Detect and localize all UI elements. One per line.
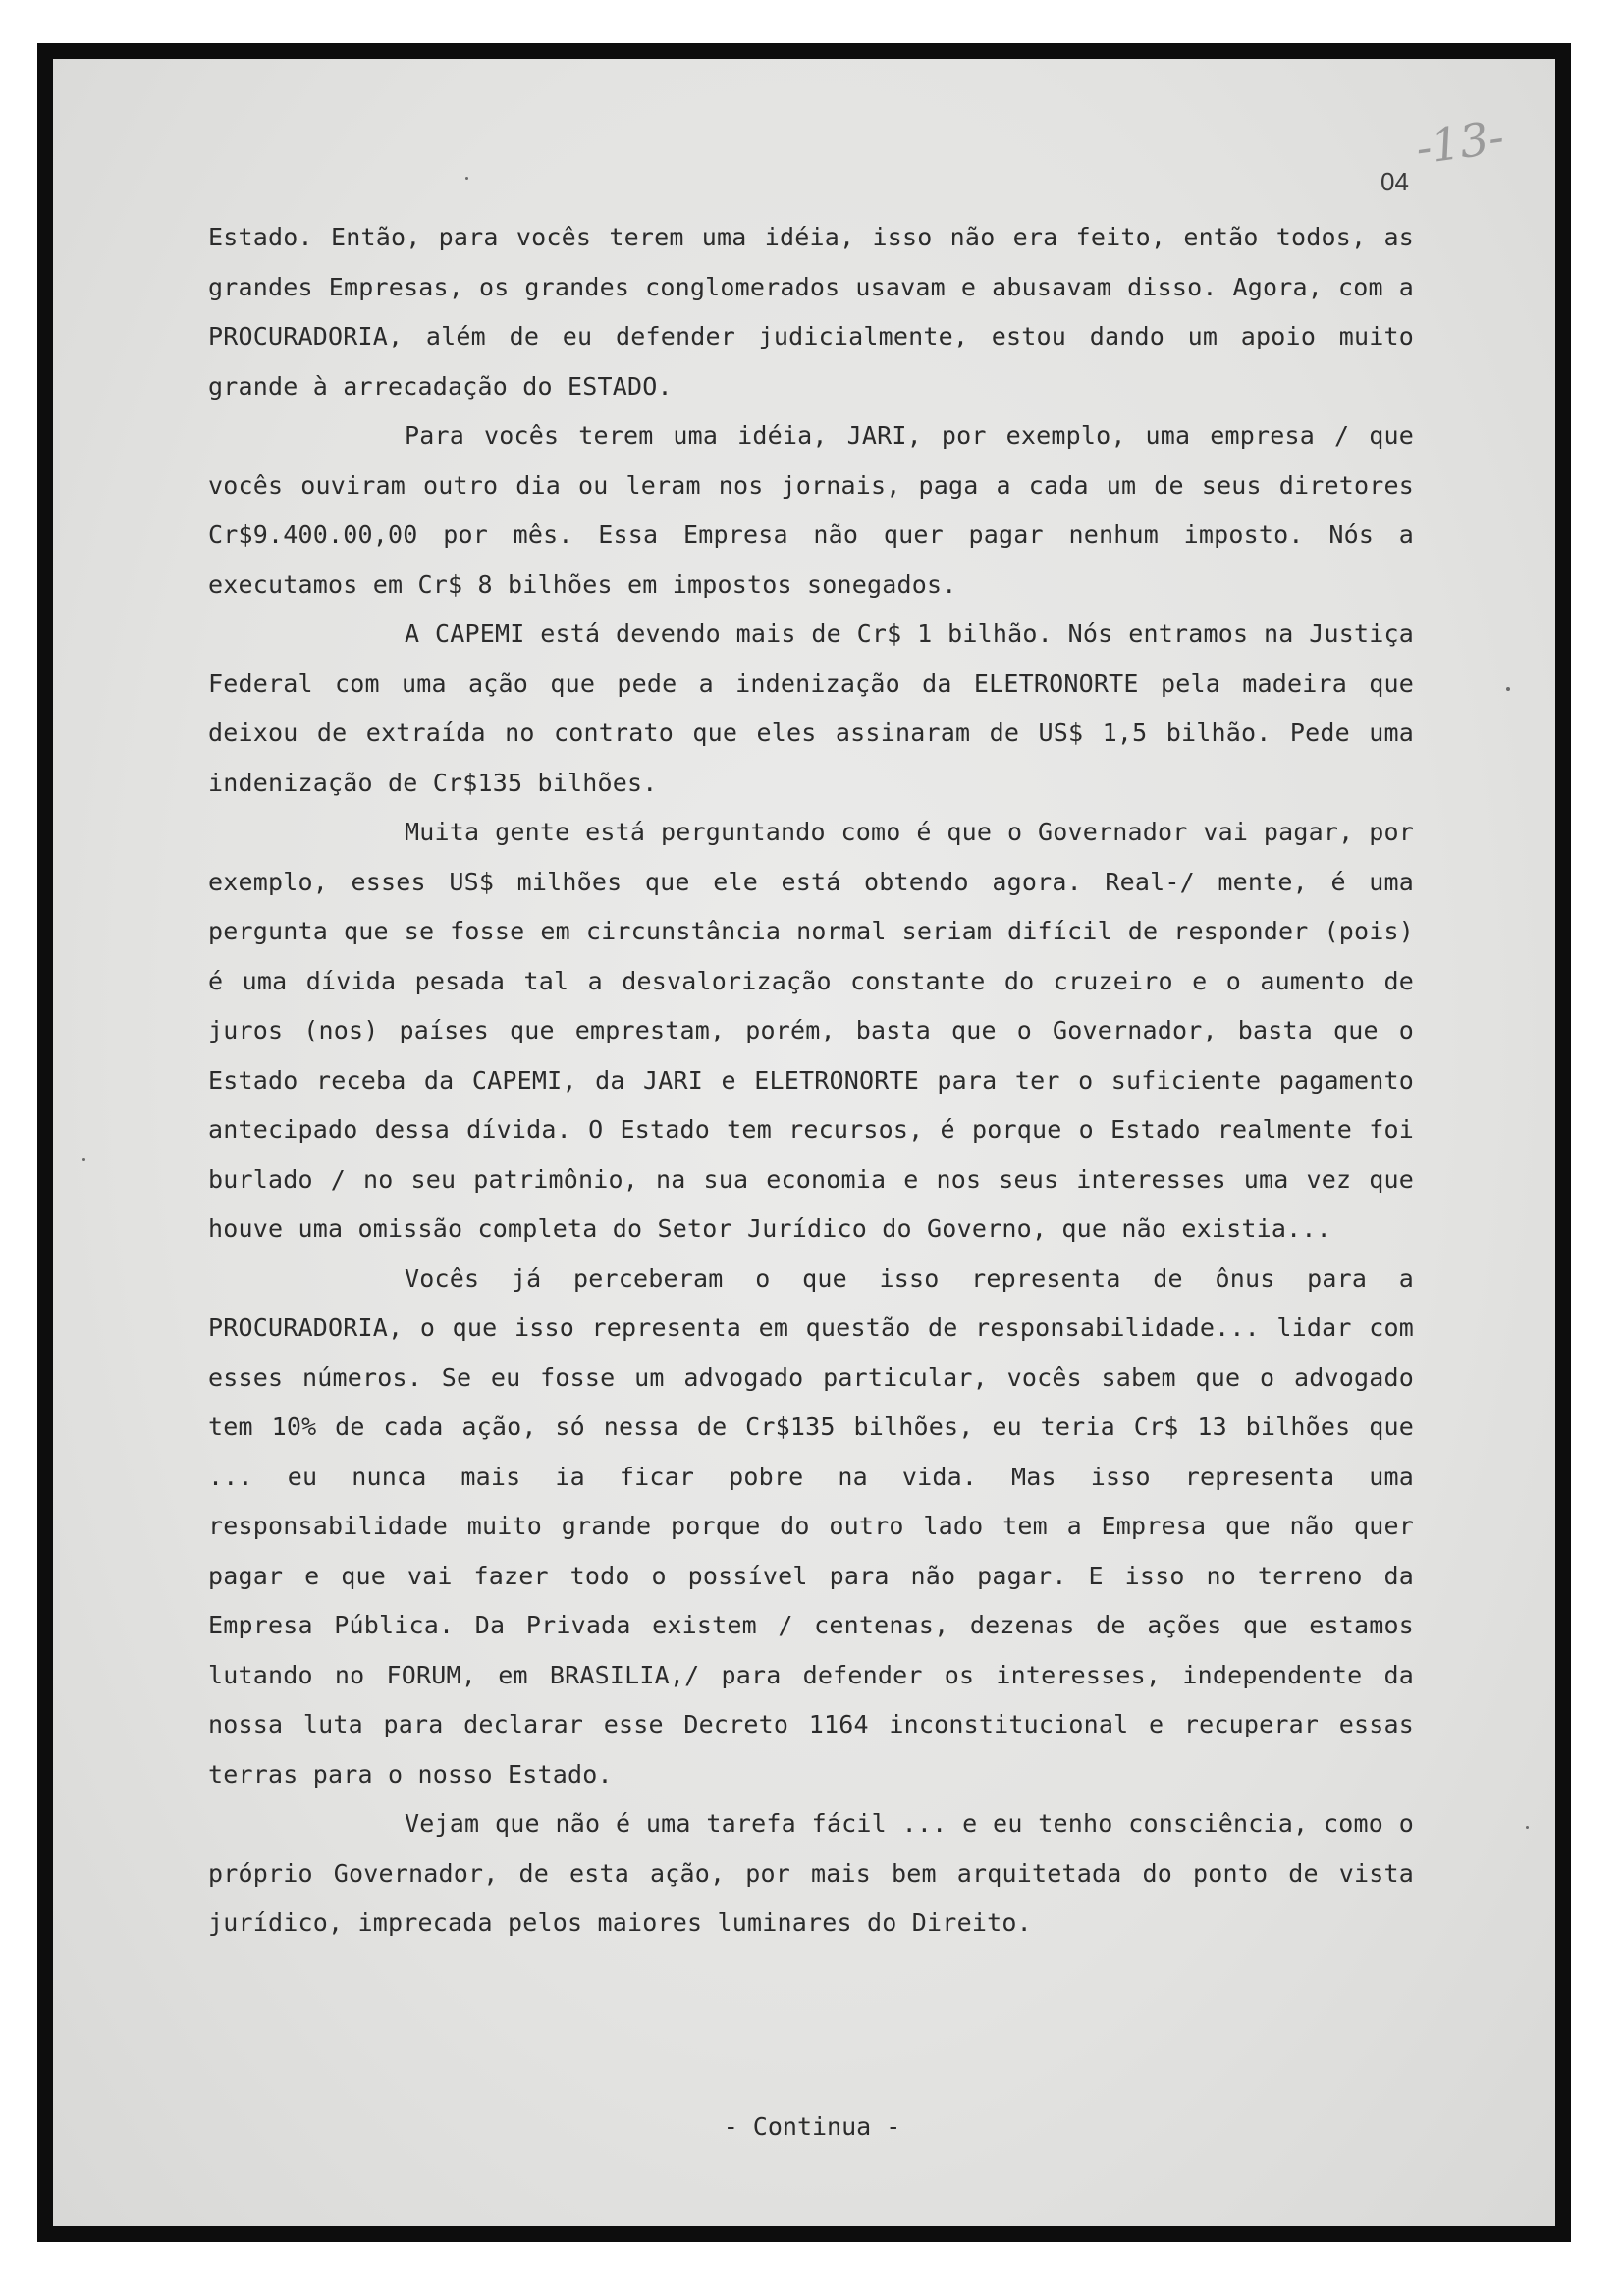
paragraph-5: Vocês já perceberam o que isso representa de ônus para a PROCURADORIA, o que isso representa em questão de responsabilidade... lidar com esses números. Se eu fosse um advogado particular, vocês sabem que o advogado tem 10% de cada ação, só nessa de Cr$135 bilhões, eu teria Cr$ 13 bilhões que ... eu nunca mais ia ficar pobre na vida. Mas isso representa uma responsabilidade muito grande porque do outro lado tem a Empresa que não quer pagar e que vai fazer todo o possível para não pagar. E isso no terreno da Empresa Pública. Da Privada existem / centenas, dezenas de ações que estamos lutando no FORUM, em BRASILIA,/ para defender os interesses, independente da nossa luta para declarar esse Decreto 1164 inconstitucional e recuperar essas terras para o nosso Estado. (208, 1263, 1414, 1789)
continuation-footer: - Continua - (723, 2112, 901, 2141)
paragraph-2: Para vocês terem uma idéia, JARI, por exemplo, uma empresa / que vocês ouviram outro dia ou leram nos jornais, paga a cada um de seus diretores Cr$9.400.00,00 por mês. Essa Empresa não quer pagar nenhum imposto. Nós a executamos em Cr$ 8 bilhões em impostos sonegados. (208, 421, 1414, 599)
scan-speck (82, 1158, 85, 1161)
scan-speck (465, 177, 468, 180)
scan-speck (1506, 687, 1510, 691)
paragraph-1: Estado. Então, para vocês terem uma idéia, isso não era feito, então todos, as grandes Empresas, os grandes conglomerados usavam e abusavam disso. Agora, com a PROCURADORIA, além de eu defender judicialmente, estou dando um apoio muito grande à arrecadação do ESTADO. (208, 223, 1414, 400)
paragraph-3: A CAPEMI está devendo mais de Cr$ 1 bilhão. Nós entramos na Justiça Federal com uma ação que pede a indenização da ELETRONORTE pela madeira que deixou de extraída no contrato que eles assinaram de US$ 1,5 bilhão. Pede uma indenização de Cr$135 bilhões. (208, 619, 1414, 797)
paragraph-6: Vejam que não é uma tarefa fácil ... e eu tenho consciência, como o próprio Governador, de esta ação, por mais bem arquitetada do ponto de vista jurídico, imprecada pelos maiores luminares do Direito. (208, 1809, 1414, 1937)
scan-speck (1526, 1826, 1529, 1829)
page-number: 04 (1380, 167, 1409, 196)
typed-text-body (208, 213, 1414, 1949)
paragraph-4: Muita gente está perguntando como é que o Governador vai pagar, por exemplo, esses US$ milhões que ele está obtendo agora. Real-/ mente, é uma pergunta que se fosse em circunstância normal seriam difícil de responder (pois) é uma dívida pesada tal a desvalorização constante do cruzeiro e o aumento de juros (nos) países que emprestam, porém, basta que o Governador, basta que o Estado receba da CAPEMI, da JARI e ELETRONORTE para ter o suficiente pagamento antecipado dessa dívida. O Estado tem recursos, é porque o Estado realmente foi burlado / no seu patrimônio, na sua economia e nos seus interesses uma vez que houve uma omissão completa do Setor Jurídico do Governo, que não existia... (208, 818, 1414, 1243)
handwritten-folio-mark: -13- (1412, 110, 1507, 175)
